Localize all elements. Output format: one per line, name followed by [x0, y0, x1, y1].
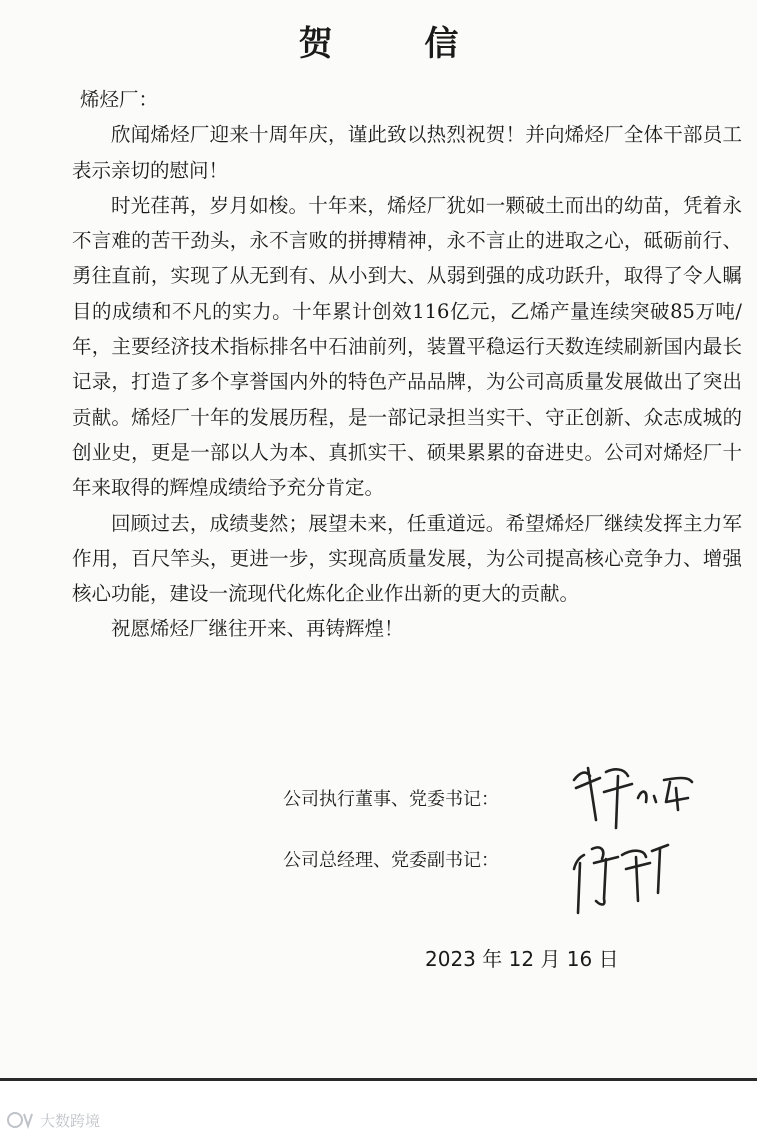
paragraph-achievements: 时光荏苒，岁月如梭。十年来，烯烃厂犹如一颗破土而出的幼苗，凭着永不言难的苦干劲头，永不言败的拼搏精神，永不言止的进取之心，砥砺前行、勇往直前，实现了从无到有、从小到大、从弱到强的成功跃升，取得了令人瞩目的成绩和不凡的实力。十年累计创效116亿元，乙烯产量连续突破85万吨/年，主要经济技术指标排名中石油前列，装置平稳运行天数连续刷新国内最长记录，打造了多个享誉国内外的特色产品品牌，为公司高质量发展做出了突出贡献。烯烃厂十年的发展历程，是一部记录担当实干、守正创新、众志成城的创业史，更是一部以人为本、真抓实干、硕果累累的奋进史。公司对烯烃厂十年来取得的辉煌成绩给予充分肯定。 [72, 193, 742, 500]
watermark-text: 大数跨境 [40, 1111, 101, 1130]
signatory-role-general-manager: 公司总经理、党委副书记： [283, 850, 499, 871]
page-bottom-edge [0, 1078, 757, 1081]
paragraph-outlook: 回顾过去，成绩斐然；展望未来，任重道远。希望烯烃厂继续发挥主力军作用，百尺竿头，更进一步，实现高质量发展，为公司提高核心竞争力、增强核心功能，建设一流现代化炼化企业作出新的更大的贡献。 [72, 511, 742, 606]
paragraph-wishes: 祝愿烯烃厂继往开来、再铸辉煌！ [111, 617, 404, 641]
watermark [6, 1108, 100, 1132]
brand-logo-icon [6, 1111, 36, 1129]
salutation: 烯烃厂： [80, 88, 159, 111]
letter-title: 贺 信 [298, 24, 499, 64]
handwritten-signature-2 [566, 835, 676, 915]
letter-date: 2023 年 12 月 16 日 [425, 947, 619, 971]
letter-body [72, 82, 742, 647]
paragraph-congratulations: 欣闻烯烃厂迎来十周年庆，谨此致以热烈祝贺！并向烯烃厂全体干部员工表示亲切的慰问！ [72, 123, 742, 182]
handwritten-signature-1 [566, 758, 696, 833]
signatory-role-secretary: 公司执行董事、党委书记： [283, 789, 499, 810]
